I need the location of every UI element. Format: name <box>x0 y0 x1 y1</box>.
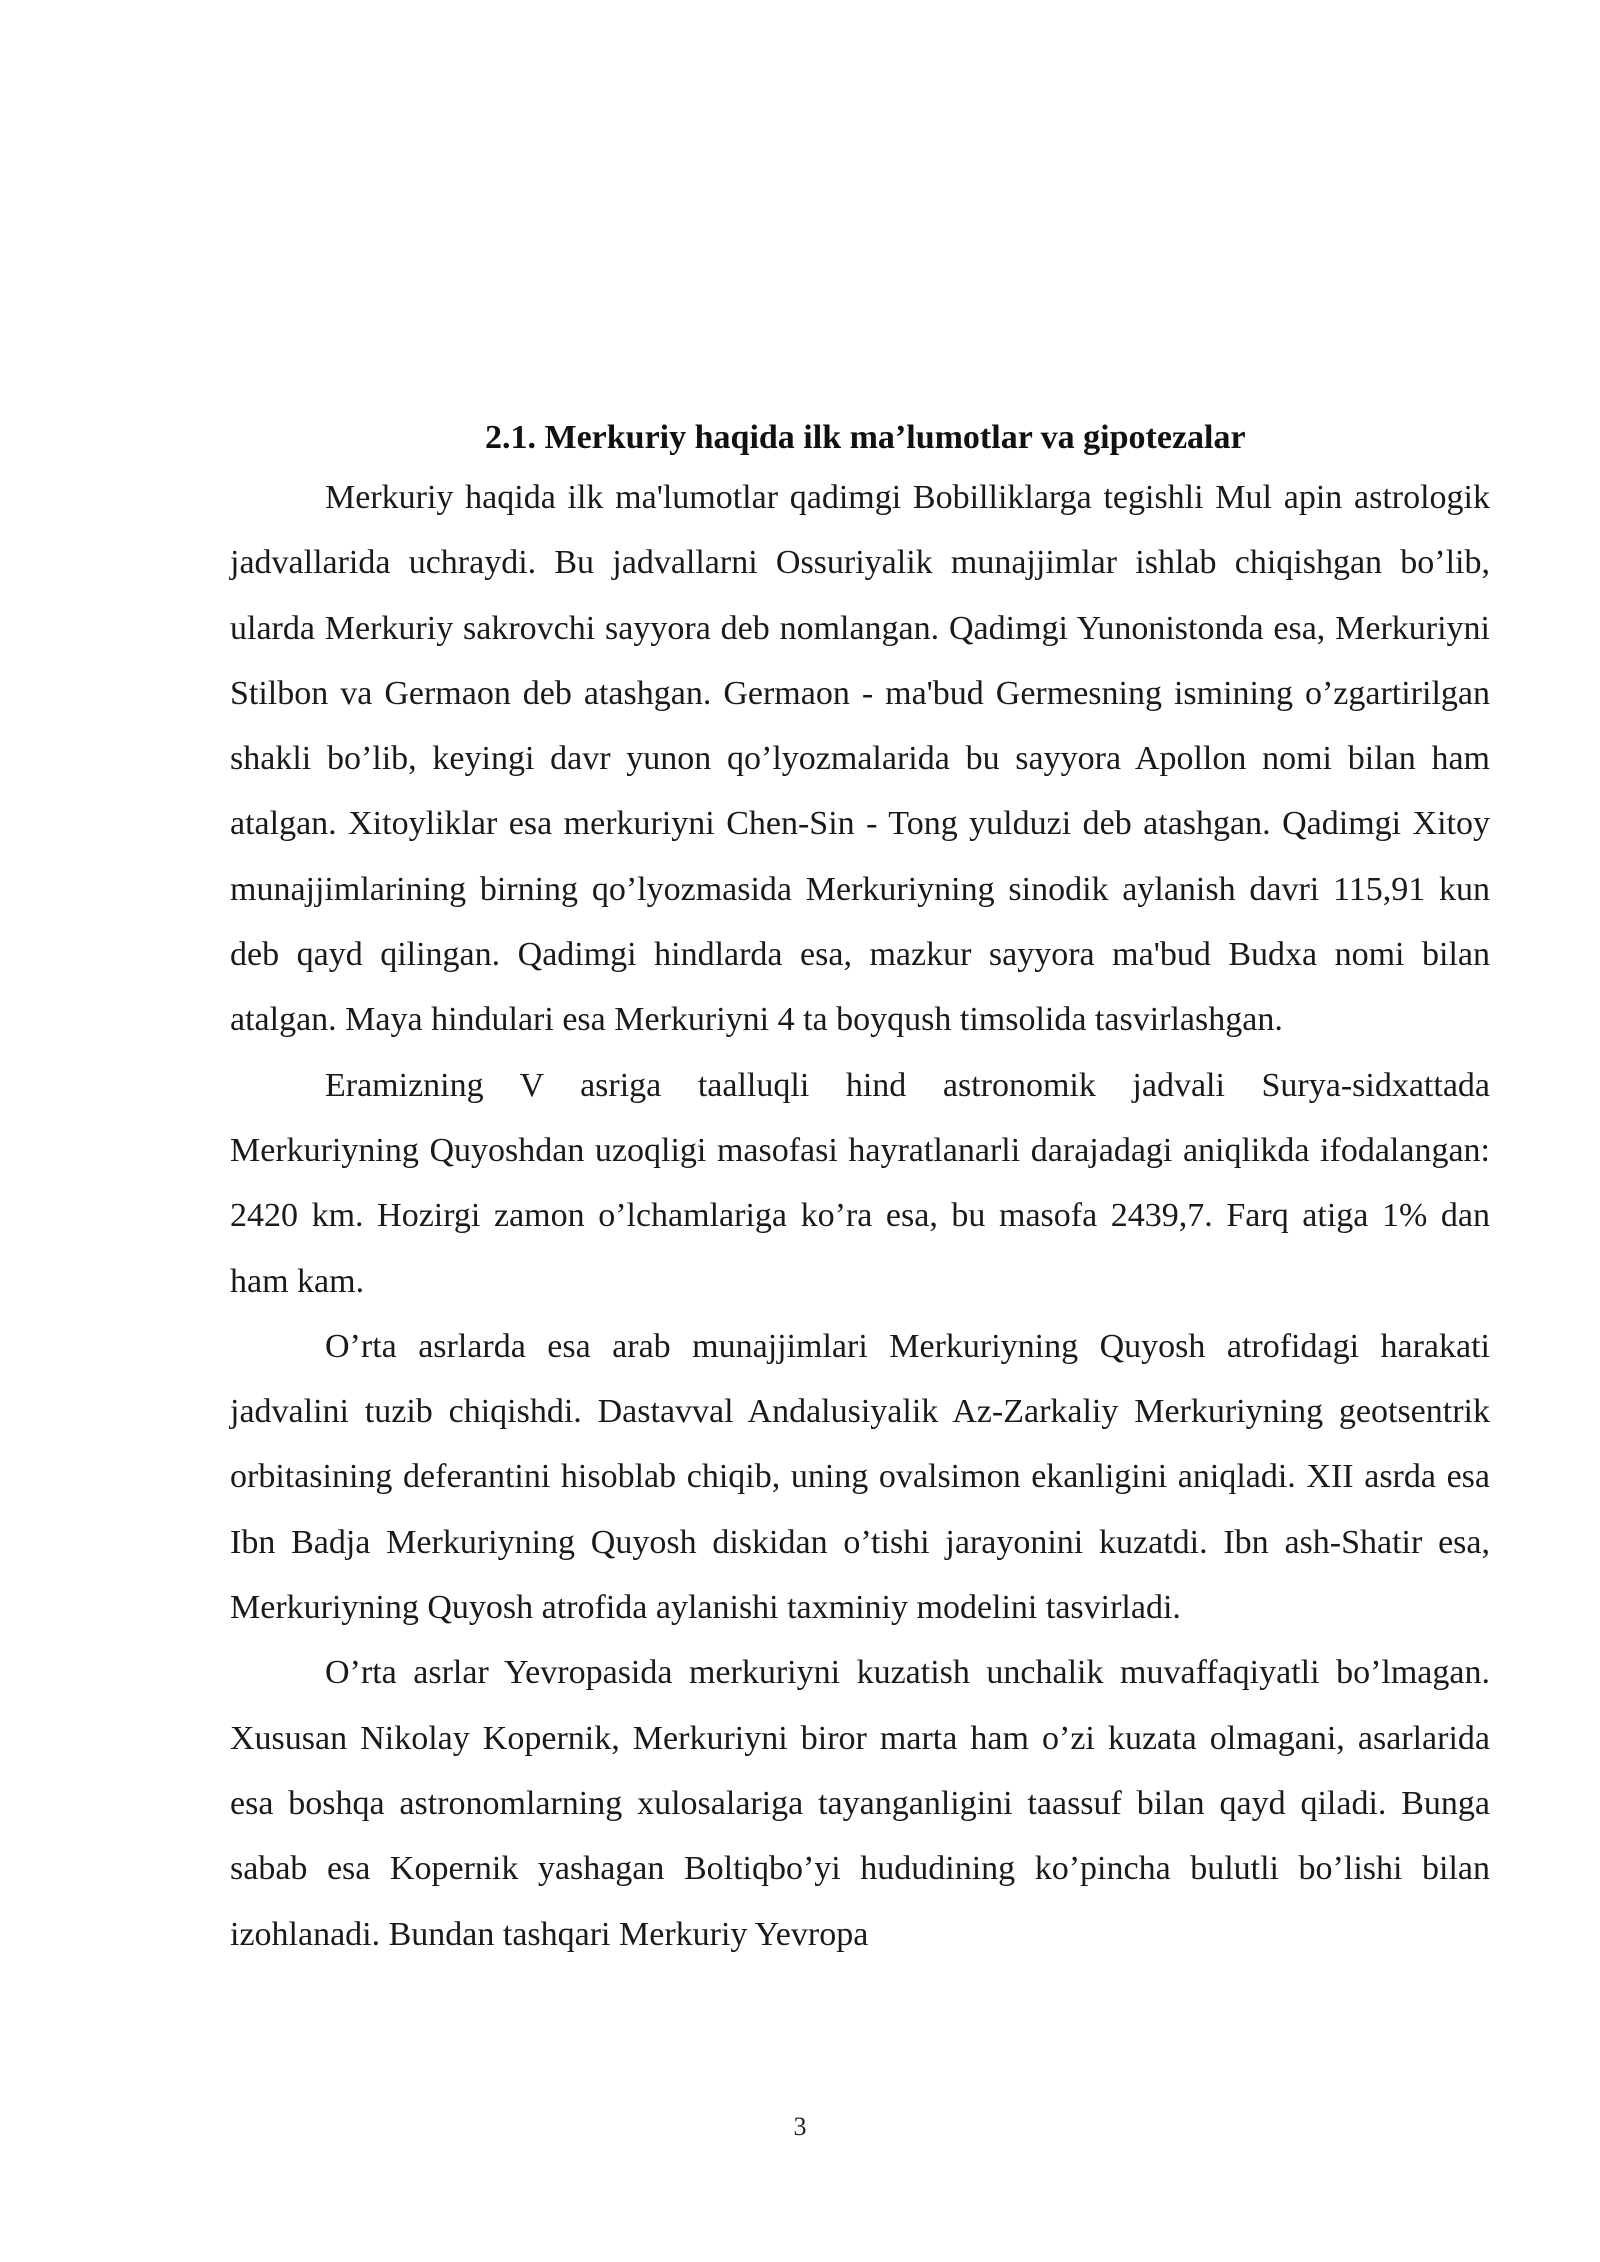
paragraph-4: O’rta asrlar Yevropasida merkuriyni kuzatish unchalik muvaffaqiyatli bo’lmagan. Xususan Nikolay Kopernik, Merkuriyni biror marta ham o’zi kuzata olmagani, asarlarida esa boshqa astronomlarning xulosalariga tayanganligini taassuf bilan qayd qiladi. Bunga sabab esa Kopernik yashagan Boltiqbo’yi hududining ko’pincha bulutli bo’lishi bilan izohlanadi. Bundan tashqari Merkuriy Yevropa <box>230 1654 1490 1953</box>
paragraph-2: Eramizning V asriga taalluqli hind astronomik jadvali Surya-sidxattada Merkuriyning Quyoshdan uzoqligi masofasi hayratlanarli darajadagi aniqlikda ifodalangan: 2420 km. Hozirgi zamon o’lchamlariga ko’ra esa, bu masofa 2439,7. Farq atiga 1% dan ham kam. <box>230 1066 1490 1300</box>
paragraph-1: Merkuriy haqida ilk ma'lumotlar qadimgi Bobilliklarga tegishli Mul apin astrologik jadvallarida uchraydi. Bu jadvallarni Ossuriyalik munajjimlar ishlab chiqishgan bo’lib, ularda Merkuriy sakrovchi sayyora deb nomlangan. Qadimgi Yunonistonda esa, Merkuriyni Stilbon va Germaon deb atashgan. Germaon - ma'bud Germesning ismining o’zgartirilgan shakli bo’lib, keyingi davr yunon qo’lyozmalarida bu sayyora Apollon nomi bilan ham atalgan. Xitoyliklar esa merkuriyni Chen-Sin - Tong yulduzi deb atashgan. Qadimgi Xitoy munajjimlarining birning qo’lyozmasida Merkuriyning sinodik aylanish davri 115,91 kun deb qayd qilingan. Qadimgi hindlarda esa, mazkur sayyora ma'bud Budxa nomi bilan atalgan. Maya hindulari esa Merkuriyni 4 ta boyqush timsolida tasvirlashgan. <box>230 479 1490 1039</box>
page-number: 3 <box>793 2112 807 2141</box>
paragraph-3: O’rta asrlarda esa arab munajjimlari Merkuriyning Quyosh atrofidagi harakati jadvalini tuzib chiqishdi. Dastavval Andalusiyalik Az-Zarkaliy Merkuriyning geotsentrik orbitasining deferantini hisoblab chiqib, uning ovalsimon ekanligini aniqladi. XII asrda esa Ibn Badja Merkuriyning Quyosh diskidan o’tishi jarayonini kuzatdi. Ibn ash-Shatir esa, Merkuriyning Quyosh atrofida aylanishi taxminiy modelini tasvirladi. <box>230 1327 1490 1627</box>
page-content <box>230 410 1490 1967</box>
section-heading: 2.1. Merkuriy haqida ilk ma’lumotlar va gipotezalar <box>485 419 1246 456</box>
